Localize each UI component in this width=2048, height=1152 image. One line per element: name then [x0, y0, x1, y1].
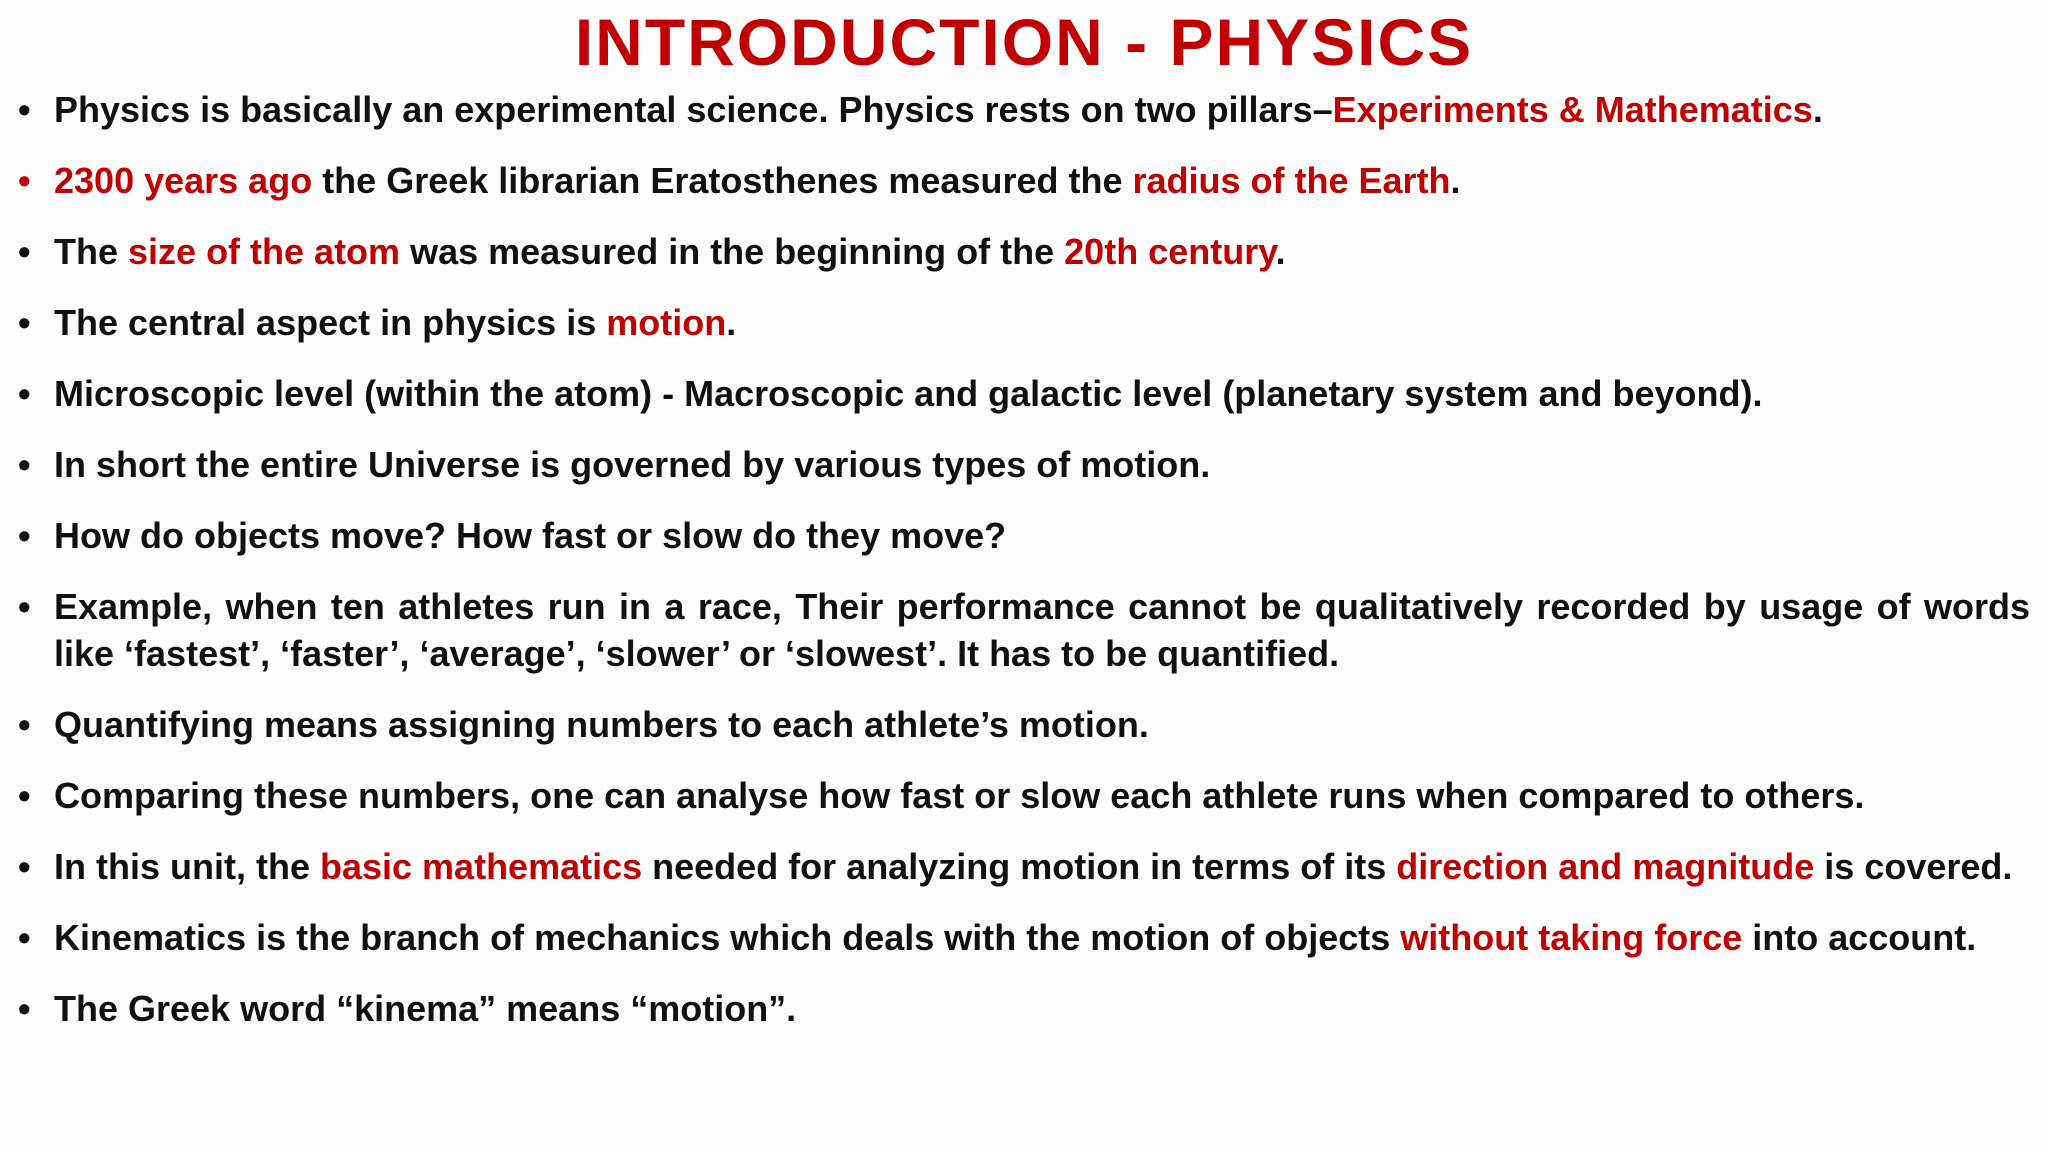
bullet-text: The: [54, 231, 129, 272]
bullet-text: Comparing these numbers, one can analyse how fast or slow each athlete runs when compared to others.: [54, 775, 1865, 816]
bullet-item: [18, 86, 2030, 133]
bullet-text: needed for analyzing motion in terms of its: [642, 846, 1397, 887]
bullet-item: [18, 583, 2030, 677]
highlighted-text: size of the atom: [128, 231, 401, 272]
bullet-item: [18, 299, 2030, 346]
bullet-item: [18, 772, 2030, 819]
highlighted-text: 20th century: [1064, 231, 1276, 272]
bullet-text: Physics is basically an experimental science. Physics rests on two pillars–: [54, 89, 1333, 130]
bullet-dot-icon: •: [18, 586, 31, 627]
bullet-text: the Greek librarian Eratosthenes measured the: [312, 160, 1133, 201]
bullet-dot-icon: •: [18, 988, 31, 1029]
bullet-dot-icon: •: [18, 89, 31, 130]
highlighted-text: 2300 years ago: [54, 160, 313, 201]
bullet-dot-icon: •: [18, 444, 31, 485]
bullet-text: The Greek word “kinema” means “motion”.: [54, 988, 797, 1029]
bullet-text: Example, when ten athletes run in a race, Their performance cannot be qualitatively recorded by usage of words like ‘fastest’, ‘faster’, ‘average’, ‘slower’ or ‘slowest’. It has to be quantified.: [54, 586, 2030, 674]
bullet-text: .: [1275, 231, 1286, 272]
bullet-dot-icon: •: [18, 373, 31, 414]
bullet-dot-icon: •: [18, 917, 31, 958]
bullet-dot-icon: •: [18, 231, 31, 272]
bullet-text: Kinematics is the branch of mechanics which deals with the motion of objects: [54, 917, 1401, 958]
bullet-item: [18, 441, 2030, 488]
bullet-item: [18, 512, 2030, 559]
bullet-list: [18, 86, 2030, 1056]
bullet-item: [18, 370, 2030, 417]
bullet-text: .: [1450, 160, 1461, 201]
bullet-text: .: [1812, 89, 1823, 130]
highlighted-text: without taking force: [1400, 917, 1743, 958]
bullet-item: [18, 157, 2030, 204]
bullet-dot-icon: •: [18, 302, 31, 343]
bullet-text: .: [726, 302, 737, 343]
bullet-item: [18, 843, 2030, 890]
bullet-item: [18, 914, 2030, 961]
bullet-text: How do objects move? How fast or slow do they move?: [54, 515, 1007, 556]
highlighted-text: Experiments & Mathematics: [1332, 89, 1813, 130]
bullet-item: [18, 701, 2030, 748]
bullet-item: [18, 985, 2030, 1032]
bullet-text: was measured in the beginning of the: [400, 231, 1065, 272]
bullet-text: into account.: [1742, 917, 1977, 958]
bullet-dot-icon: •: [18, 775, 31, 816]
bullet-dot-icon: •: [18, 515, 31, 556]
bullet-dot-icon: •: [18, 160, 31, 201]
highlighted-text: motion: [606, 302, 727, 343]
highlighted-text: direction and magnitude: [1396, 846, 1815, 887]
bullet-dot-icon: •: [18, 846, 31, 887]
bullet-text: is covered.: [1814, 846, 2013, 887]
bullet-text: In this unit, the: [54, 846, 320, 887]
bullet-text: The central aspect in physics is: [54, 302, 607, 343]
slide-title: INTRODUCTION - PHYSICS: [574, 5, 1474, 79]
bullet-text: Microscopic level (within the atom) - Macroscopic and galactic level (planetary system and beyond).: [54, 373, 1763, 414]
highlighted-text: radius of the Earth: [1132, 160, 1451, 201]
highlighted-text: basic mathematics: [319, 846, 643, 887]
bullet-text: In short the entire Universe is governed by various types of motion.: [54, 444, 1211, 485]
bullet-text: Quantifying means assigning numbers to each athlete’s motion.: [54, 704, 1149, 745]
bullet-item: [18, 228, 2030, 275]
bullet-dot-icon: •: [18, 704, 31, 745]
